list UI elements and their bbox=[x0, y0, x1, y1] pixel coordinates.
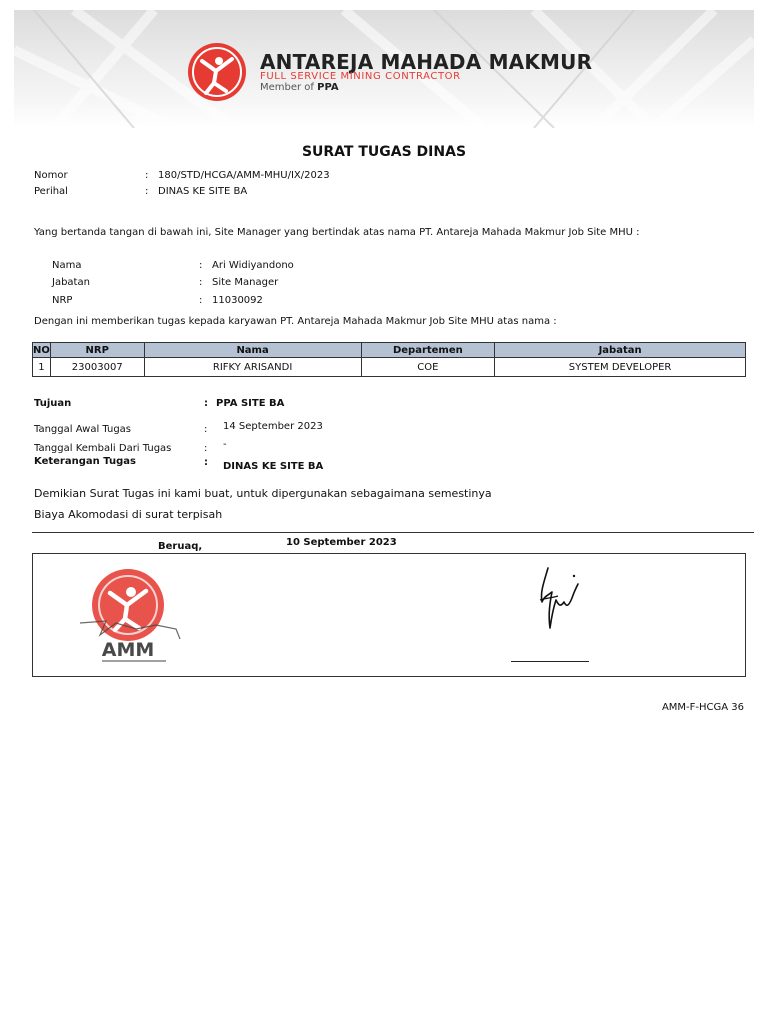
tujuan-label: Tujuan bbox=[34, 398, 72, 409]
nomor-colon: : bbox=[145, 170, 149, 181]
document-title: SURAT TUGAS DINAS bbox=[301, 144, 467, 160]
nrp-value: 11030092 bbox=[212, 295, 263, 306]
header-no: NO bbox=[33, 344, 50, 356]
cell-nrp: 23003007 bbox=[50, 358, 144, 377]
table-header-row bbox=[33, 343, 746, 358]
signature-date: 10 September 2023 bbox=[286, 537, 397, 548]
form-code: AMM-F-HCGA 36 bbox=[661, 702, 744, 713]
perihal-colon: : bbox=[145, 186, 149, 197]
tgl-awal-colon: : bbox=[204, 424, 208, 435]
member-org: PPA bbox=[317, 82, 339, 93]
nrp-label: NRP bbox=[52, 295, 73, 306]
member-of-text bbox=[260, 82, 339, 93]
tgl-kembali-label: Tanggal Kembali Dari Tugas bbox=[34, 443, 172, 454]
keterangan-label: Keterangan Tugas bbox=[34, 456, 136, 467]
nama-colon: : bbox=[199, 260, 203, 271]
signature-place: Beruaq, bbox=[158, 541, 203, 552]
stamp-text: AMM bbox=[101, 639, 155, 661]
company-tagline: FULL SERVICE MINING CONTRACTOR bbox=[260, 71, 461, 82]
jabatan-label: Jabatan bbox=[52, 277, 90, 288]
header-nama: Nama bbox=[144, 343, 361, 358]
jabatan-value: Site Manager bbox=[212, 277, 279, 288]
divider-line bbox=[32, 532, 754, 533]
nama-value: Ari Widiyandono bbox=[212, 260, 294, 271]
cell-no: 1 bbox=[33, 358, 51, 377]
header-nrp: NRP bbox=[50, 343, 144, 358]
company-name: ANTAREJA MAHADA MAKMUR bbox=[260, 50, 593, 74]
perihal-value: DINAS KE SITE BA bbox=[158, 186, 248, 197]
company-stamp-icon bbox=[76, 563, 186, 667]
tgl-awal-value: 14 September 2023 bbox=[223, 421, 323, 432]
nrp-colon: : bbox=[199, 295, 203, 306]
handwritten-signature-icon bbox=[530, 562, 590, 632]
table-row bbox=[33, 358, 746, 377]
tgl-kembali-colon: : bbox=[204, 443, 208, 454]
perihal-label: Perihal bbox=[34, 186, 68, 197]
nomor-value: 180/STD/HCGA/AMM-MHU/IX/2023 bbox=[158, 170, 330, 181]
intro-text: Yang bertanda tangan di bawah ini, Site Manager yang bertindak atas nama PT. Antareja Mahada Makmur Job Site MHU : bbox=[34, 227, 640, 238]
signature-underline bbox=[511, 661, 589, 662]
header-jabatan: Jabatan bbox=[495, 343, 746, 358]
keterangan-value: DINAS KE SITE BA bbox=[223, 461, 324, 472]
accommodation-text: Biaya Akomodasi di surat terpisah bbox=[34, 508, 223, 521]
cell-nama: RIFKY ARISANDI bbox=[144, 358, 361, 377]
header-departemen: Departemen bbox=[361, 343, 495, 358]
tgl-awal-label: Tanggal Awal Tugas bbox=[34, 424, 132, 435]
tujuan-value: PPA SITE BA bbox=[216, 398, 285, 409]
keterangan-colon: : bbox=[204, 457, 208, 468]
cell-departemen: COE bbox=[361, 358, 495, 377]
jabatan-colon: : bbox=[199, 277, 203, 288]
assign-text: Dengan ini memberikan tugas kepada karyawan PT. Antareja Mahada Makmur Job Site MHU atas nama : bbox=[34, 316, 557, 327]
tgl-kembali-value: - bbox=[223, 439, 227, 450]
tujuan-colon: : bbox=[204, 398, 208, 409]
nomor-label: Nomor bbox=[34, 170, 68, 181]
closing-text: Demikian Surat Tugas ini kami buat, untuk dipergunakan sebagaimana semestinya bbox=[34, 487, 492, 500]
red-circle-runner-logo-icon bbox=[186, 41, 248, 103]
nama-label: Nama bbox=[52, 260, 82, 271]
cell-jabatan: SYSTEM DEVELOPER bbox=[495, 358, 746, 377]
member-of-label: Member of bbox=[260, 82, 314, 93]
staff-table bbox=[32, 342, 746, 377]
